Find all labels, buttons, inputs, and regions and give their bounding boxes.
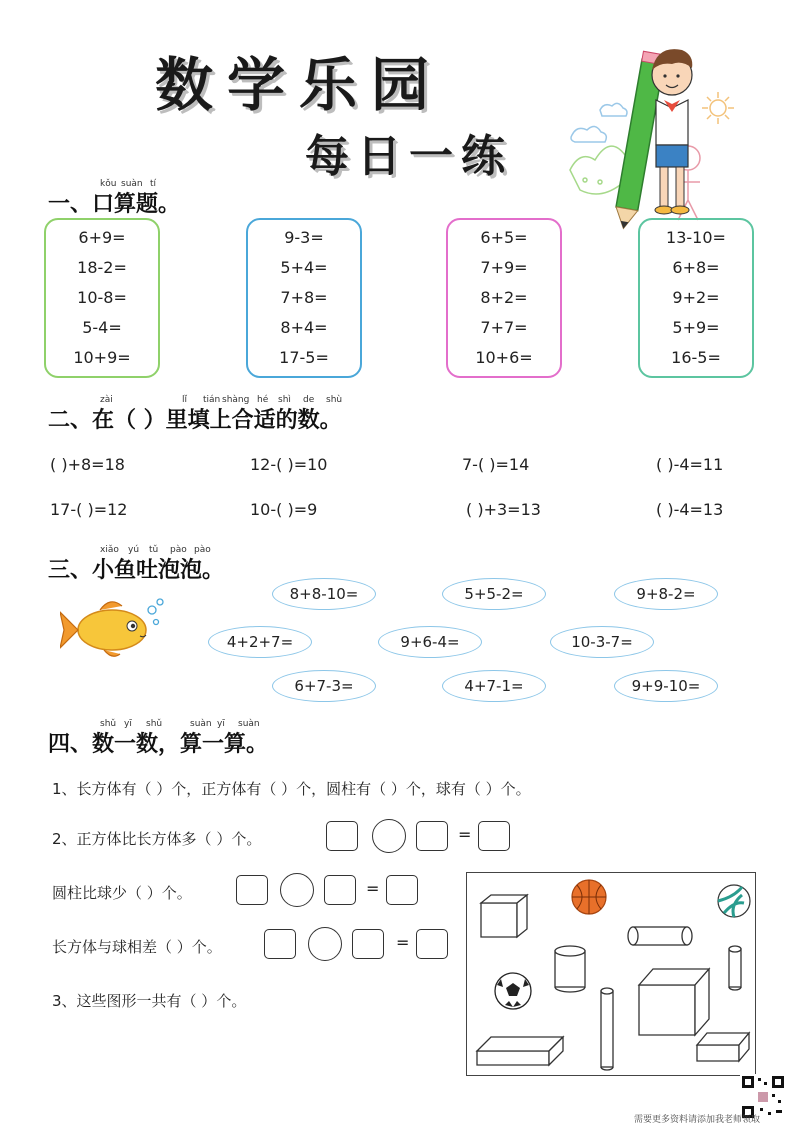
pinyin: yī xyxy=(124,719,132,729)
bubble-item[interactable]: 10-3-7= xyxy=(550,626,654,658)
math-item[interactable]: 5+9= xyxy=(672,318,720,337)
pinyin: shǔ xyxy=(100,719,117,729)
pinyin: yī xyxy=(217,719,225,729)
pinyin: lǐ xyxy=(182,395,188,405)
pinyin: shù xyxy=(326,395,343,405)
answer-box[interactable] xyxy=(264,929,296,959)
math-item[interactable]: 7+9= xyxy=(480,258,528,277)
equals-sign: = xyxy=(366,879,380,898)
mental-math-box xyxy=(638,218,754,378)
math-item[interactable]: 5+4= xyxy=(280,258,328,277)
math-item[interactable]: 5-4= xyxy=(82,318,122,337)
pinyin: pào xyxy=(194,545,211,555)
pinyin: pào xyxy=(170,545,187,555)
cube-icon xyxy=(639,969,709,1035)
answer-box[interactable] xyxy=(416,929,448,959)
pinyin: tǔ xyxy=(149,545,159,555)
math-item[interactable]: 7+7= xyxy=(480,318,528,337)
math-item[interactable]: 16-5= xyxy=(671,348,721,367)
volleyball-icon xyxy=(718,885,750,917)
math-item[interactable]: 6+9= xyxy=(78,228,126,247)
fill-blank-item[interactable]: 12-( )=10 xyxy=(250,455,328,474)
shapes-panel xyxy=(466,872,756,1076)
pinyin: tián xyxy=(203,395,221,405)
pinyin: suàn xyxy=(190,719,212,729)
pinyin: de xyxy=(303,395,315,405)
fill-blank-item[interactable]: 7-( )=14 xyxy=(462,455,530,474)
cylinder-icon xyxy=(555,946,585,992)
section3-heading: 三、小鱼吐泡泡。 xyxy=(48,558,225,583)
answer-box[interactable] xyxy=(326,821,358,851)
answer-box[interactable] xyxy=(324,875,356,905)
answer-box[interactable] xyxy=(416,821,448,851)
pinyin: tí xyxy=(150,179,157,189)
bubble-item[interactable]: 4+7-1= xyxy=(442,670,546,702)
cuboid-icon xyxy=(477,1037,563,1065)
question-3[interactable]: 3、这些图形一共有（ ）个。 xyxy=(52,992,247,1010)
answer-box[interactable] xyxy=(236,875,268,905)
cylinder-icon xyxy=(729,946,741,990)
fill-blank-item[interactable]: 10-( )=9 xyxy=(250,500,318,519)
section4-heading: 四、数一数，算一算。 xyxy=(48,732,269,757)
math-item[interactable]: 8+4= xyxy=(280,318,328,337)
math-item[interactable]: 13-10= xyxy=(666,228,726,247)
pinyin: shàng xyxy=(222,395,250,405)
section2-heading: 二、在（ ）里填上合适的数。 xyxy=(48,408,342,433)
fill-blank-item[interactable]: 17-( )=12 xyxy=(50,500,128,519)
fill-blank-item[interactable]: ( )+3=13 xyxy=(466,500,541,519)
cylinder-icon xyxy=(628,927,692,945)
cuboid-icon xyxy=(697,1033,749,1061)
math-item[interactable]: 6+8= xyxy=(672,258,720,277)
pinyin: shì xyxy=(278,395,291,405)
fill-blank-item[interactable]: ( )-4=11 xyxy=(656,455,724,474)
cylinder-icon xyxy=(601,988,613,1070)
equals-sign: = xyxy=(458,825,472,844)
question-2b[interactable]: 圆柱比球少（ ）个。 xyxy=(52,884,192,902)
footer-note: 需要更多资料请添加我老师领取 xyxy=(633,1115,760,1125)
bubble-item[interactable]: 4+2+7= xyxy=(208,626,312,658)
fill-blank-item[interactable]: ( )-4=13 xyxy=(656,500,724,519)
page-subtitle: 每日一练 xyxy=(305,131,513,182)
pinyin: yú xyxy=(128,545,140,555)
bubble-item[interactable]: 6+7-3= xyxy=(272,670,376,702)
pinyin: hé xyxy=(257,395,269,405)
section1-heading: 一、口算题。 xyxy=(48,192,181,217)
pinyin: xiǎo xyxy=(100,545,119,555)
boy-pencil-illustration xyxy=(560,40,770,230)
pinyin: suàn xyxy=(121,179,143,189)
bubble-item[interactable]: 5+5-2= xyxy=(442,578,546,610)
answer-box[interactable] xyxy=(352,929,384,959)
math-item[interactable]: 17-5= xyxy=(279,348,329,367)
fill-blank-item[interactable]: ( )+8=18 xyxy=(50,455,125,474)
bubble-item[interactable]: 8+8-10= xyxy=(272,578,376,610)
question-2[interactable]: 2、正方体比长方体多（ ）个。 xyxy=(52,830,262,848)
mental-math-box xyxy=(446,218,562,378)
operator-circle[interactable] xyxy=(280,873,314,907)
math-item[interactable]: 18-2= xyxy=(77,258,127,277)
answer-box[interactable] xyxy=(478,821,510,851)
math-item[interactable]: 7+8= xyxy=(280,288,328,307)
operator-circle[interactable] xyxy=(372,819,406,853)
answer-box[interactable] xyxy=(386,875,418,905)
cube-icon xyxy=(481,895,527,937)
soccer-ball-icon xyxy=(495,973,531,1009)
pinyin: suàn xyxy=(238,719,260,729)
math-item[interactable]: 6+5= xyxy=(480,228,528,247)
mental-math-box xyxy=(44,218,160,378)
fish-icon xyxy=(60,596,170,662)
operator-circle[interactable] xyxy=(308,927,342,961)
math-item[interactable]: 9-3= xyxy=(284,228,324,247)
bubble-item[interactable]: 9+9-10= xyxy=(614,670,718,702)
math-item[interactable]: 9+2= xyxy=(672,288,720,307)
pinyin: kǒu xyxy=(100,179,117,189)
page-title: 数学乐园 xyxy=(155,51,444,119)
shapes-drawing xyxy=(467,873,755,1075)
pinyin: shǔ xyxy=(146,719,163,729)
bubble-item[interactable]: 9+6-4= xyxy=(378,626,482,658)
basketball-icon xyxy=(572,880,606,914)
question-2c[interactable]: 长方体与球相差（ ）个。 xyxy=(52,938,222,956)
math-item[interactable]: 10+6= xyxy=(475,348,533,367)
math-item[interactable]: 8+2= xyxy=(480,288,528,307)
equals-sign: = xyxy=(396,933,410,952)
mental-math-box xyxy=(246,218,362,378)
pinyin: zài xyxy=(100,395,113,405)
question-1[interactable]: 1、长方体有（ ）个，正方体有（ ）个，圆柱有（ ）个，球有（ ）个。 xyxy=(52,780,531,798)
bubble-item[interactable]: 9+8-2= xyxy=(614,578,718,610)
math-item[interactable]: 10-8= xyxy=(77,288,127,307)
math-item[interactable]: 10+9= xyxy=(73,348,131,367)
